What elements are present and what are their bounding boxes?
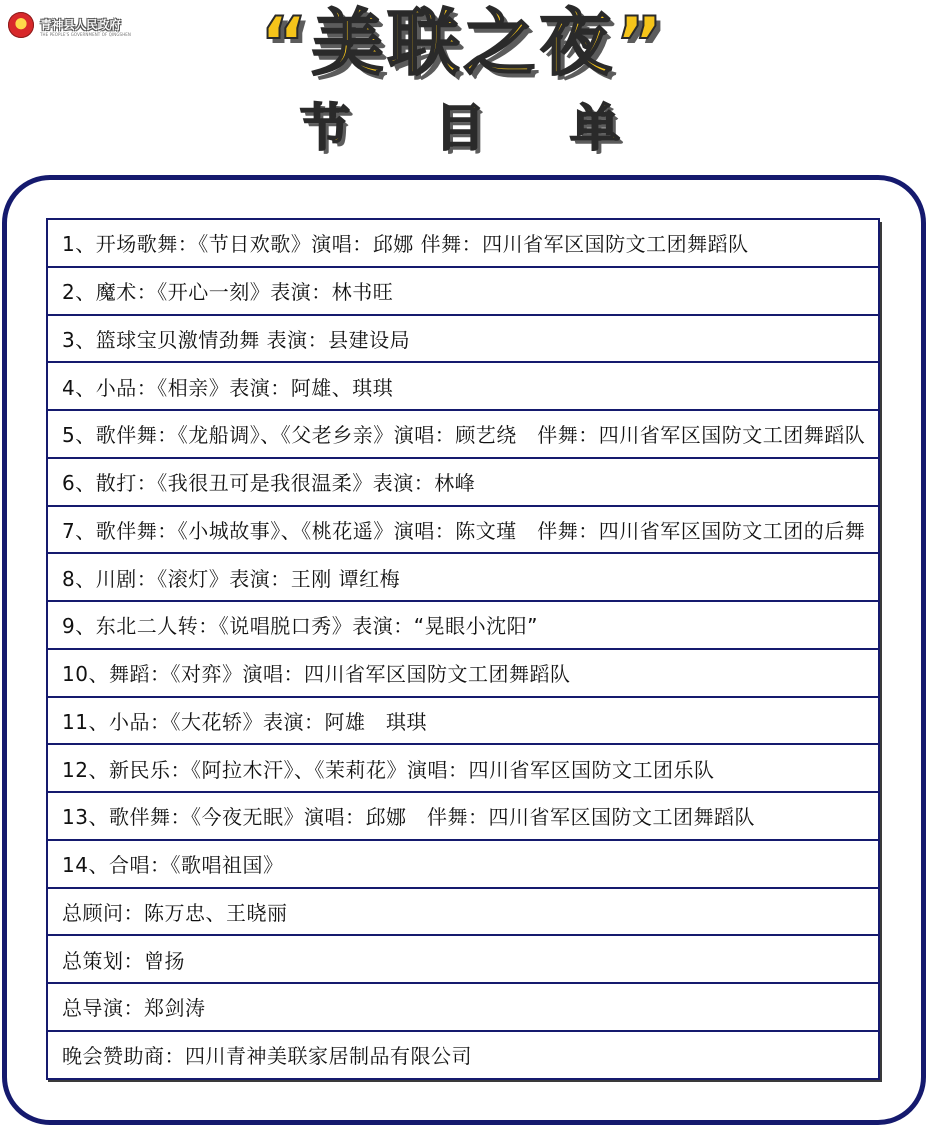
program-item-text: 总导演：郑剑涛	[62, 996, 206, 1021]
program-row	[46, 984, 880, 1032]
program-row	[46, 841, 880, 889]
program-item-text: 6、散打：《我很丑可是我很温柔》表演：林峰	[62, 471, 476, 496]
program-item-text: 晚会赞助商：四川青神美联家居制品有限公司	[62, 1044, 472, 1069]
program-item-text: 7、歌伴舞：《小城故事》、《桃花遥》演唱：陈文瑾 伴舞：四川省军区国防文工团的后舞	[62, 518, 866, 543]
program-item-text: 10、舞蹈：《对弈》演唱：四川省军区国防文工团舞蹈队	[62, 662, 571, 687]
program-row	[46, 793, 880, 841]
program-row	[46, 507, 880, 555]
program-row	[46, 745, 880, 793]
program-row	[46, 411, 880, 459]
program-row	[46, 889, 880, 937]
program-row	[46, 1032, 880, 1080]
program-row	[46, 316, 880, 364]
program-row	[46, 698, 880, 746]
logo-name: 青神县人民政府	[40, 18, 121, 32]
program-row	[46, 554, 880, 602]
logo-subtitle: THE PEOPLE'S GOVERNMENT OF QINGSHEN	[40, 32, 132, 37]
page-title: “美联之夜”	[260, 1, 667, 85]
program-item-text: 5、歌伴舞：《龙船调》、《父老乡亲》演唱：顾艺绕 伴舞：四川省军区国防文工团舞蹈队	[62, 423, 866, 448]
program-row	[46, 268, 880, 316]
program-row	[46, 220, 880, 268]
program-item-text: 9、东北二人转：《说唱脱口秀》表演：“晃眼小沈阳”	[62, 614, 538, 639]
program-item-text: 2、魔术：《开心一刻》表演：林书旺	[62, 280, 394, 305]
page-subtitle	[300, 98, 620, 158]
program-row	[46, 459, 880, 507]
program-item-text: 13、歌伴舞：《今夜无眠》演唱：邱娜 伴舞：四川省军区国防文工团舞蹈队	[62, 805, 755, 830]
program-item-text: 1、开场歌舞：《节日欢歌》演唱：邱娜 伴舞：四川省军区国防文工团舞蹈队	[62, 232, 749, 257]
program-item-text: 14、合唱：《歌唱祖国》	[62, 853, 284, 878]
subtitle-char: 单	[570, 99, 620, 157]
program-list	[46, 218, 880, 1080]
subtitle-char: 节	[300, 99, 350, 157]
program-row	[46, 602, 880, 650]
program-item-text: 总顾问：陈万忠、王晓丽	[62, 900, 288, 925]
program-item-text: 4、小品：《相亲》表演：阿雄、琪琪	[62, 375, 394, 400]
program-item-text: 3、篮球宝贝激情劲舞 表演：县建设局	[62, 327, 411, 352]
program-row	[46, 936, 880, 984]
subtitle-char: 目	[435, 99, 485, 157]
program-item-text: 11、小品：《大花轿》表演：阿雄 琪琪	[62, 709, 427, 734]
program-item-text: 总策划：曾扬	[62, 948, 185, 973]
program-item-text: 12、新民乐：《阿拉木汗》、《茉莉花》演唱：四川省军区国防文工团乐队	[62, 757, 715, 782]
program-row	[46, 363, 880, 411]
program-row	[46, 650, 880, 698]
program-item-text: 8、川剧：《滚灯》表演：王刚 谭红梅	[62, 566, 401, 591]
